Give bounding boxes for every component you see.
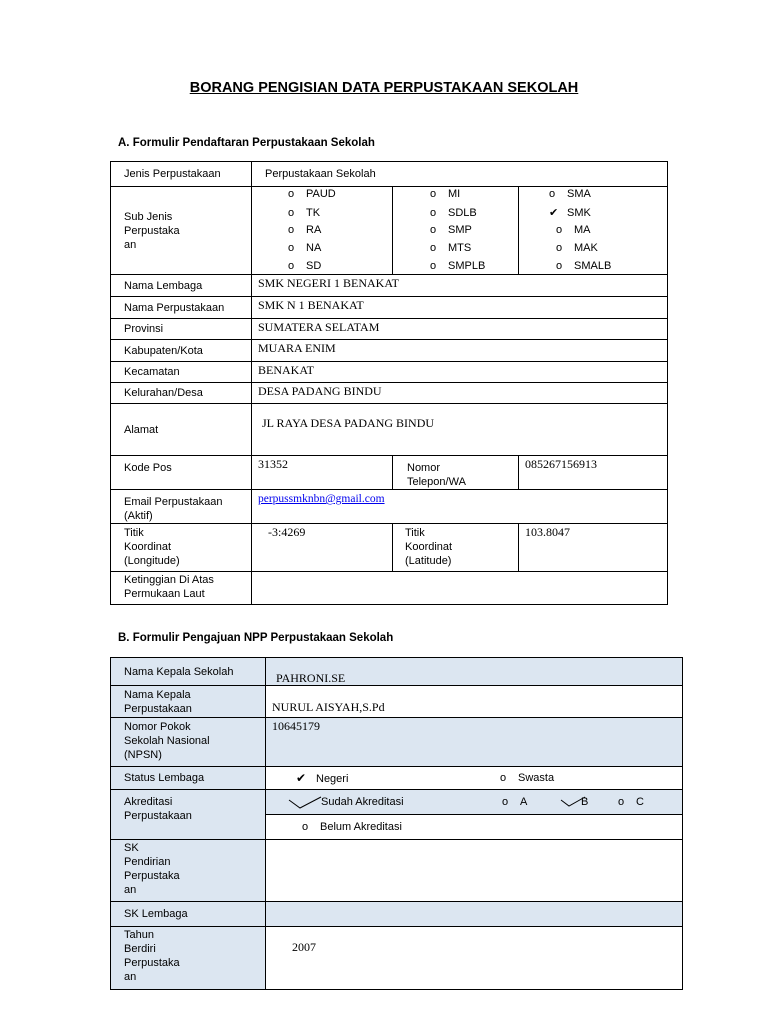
check-icon: ✔ — [549, 207, 559, 219]
alamat-label: Alamat — [111, 404, 252, 456]
tahun-label: Tahun Berdiri Perpustaka an — [111, 927, 266, 990]
tahun-field[interactable]: 2007 — [266, 927, 683, 990]
kepala-sekolah-label: Nama Kepala Sekolah — [111, 658, 266, 686]
sub-jenis-col1 — [252, 187, 393, 275]
option-sudah-akreditasi[interactable]: Sudah Akreditasi — [321, 796, 404, 808]
kepala-perpus-field[interactable]: NURUL AISYAH,S.Pd — [266, 686, 683, 718]
npsn-field[interactable]: 10645179 — [266, 718, 683, 767]
kode-pos-label: Kode Pos — [111, 456, 252, 490]
ketinggian-field[interactable] — [252, 572, 668, 605]
kabupaten-label: Kabupaten/Kota — [111, 340, 252, 362]
provinsi-label: Provinsi — [111, 319, 252, 340]
sub-jenis-label — [111, 187, 252, 275]
status-options — [266, 767, 683, 790]
longitude-field[interactable]: -3:4269 — [252, 524, 393, 572]
jenis-value: Perpustakaan Sekolah — [252, 162, 668, 187]
nama-perpus-field[interactable]: SMK N 1 BENAKAT — [252, 297, 668, 319]
kecamatan-label: Kecamatan — [111, 362, 252, 383]
telepon-field[interactable]: 085267156913 — [519, 456, 668, 490]
latitude-field[interactable]: 103.8047 — [519, 524, 668, 572]
status-label: Status Lembaga — [111, 767, 266, 790]
option-smk-checked[interactable]: ✔ SMK — [549, 207, 591, 219]
kecamatan-field[interactable]: BENAKAT — [252, 362, 668, 383]
sub-jenis-col3 — [519, 187, 668, 275]
ketinggian-label: Ketinggian Di Atas Permukaan Laut — [111, 572, 252, 605]
option-ma[interactable]: o MA — [556, 224, 591, 236]
provinsi-field[interactable]: SUMATERA SELATAM — [252, 319, 668, 340]
email-link[interactable]: perpussmknbn@gmail.com — [258, 493, 385, 505]
npsn-label: Nomor Pokok Sekolah Nasional (NPSN) — [111, 718, 266, 767]
nama-lembaga-label: Nama Lembaga — [111, 275, 252, 297]
nama-lembaga-field[interactable]: SMK NEGERI 1 BENAKAT — [252, 275, 668, 297]
option-sma[interactable]: o SMA — [549, 188, 591, 200]
sub-jenis-label-2: Perpustaka — [124, 224, 180, 237]
option-tk[interactable]: o TK — [288, 207, 321, 219]
jenis-label: Jenis Perpustakaan — [111, 162, 252, 187]
sk-lembaga-field[interactable] — [266, 902, 683, 927]
page-title: BORANG PENGISIAN DATA PERPUSTAKAAN SEKOLAH — [189, 80, 579, 96]
option-smplb[interactable]: o SMPLB — [430, 260, 486, 272]
form-b-table — [110, 657, 683, 990]
latitude-label: Titik Koordinat (Latitude) — [393, 524, 519, 572]
option-mts[interactable]: o MTS — [430, 242, 472, 254]
option-ra[interactable]: o RA — [288, 224, 322, 236]
option-negeri-checked[interactable]: ✔ Negeri — [296, 771, 349, 785]
option-grade-a[interactable]: o A — [502, 796, 528, 808]
option-sdlb[interactable]: o SDLB — [430, 207, 477, 219]
email-field[interactable] — [252, 490, 668, 524]
alamat-field[interactable]: JL RAYA DESA PADANG BINDU — [252, 404, 668, 456]
akreditasi-label: Akreditasi Perpustakaan — [111, 790, 266, 840]
option-paud[interactable]: o PAUD — [288, 188, 336, 200]
section-b-heading: B. Formulir Pengajuan NPP Perpustakaan Sekolah — [118, 632, 394, 644]
sub-jenis-col2 — [393, 187, 519, 275]
option-smalb[interactable]: o SMALB — [556, 260, 612, 272]
sk-lembaga-label: SK Lembaga — [111, 902, 266, 927]
option-swasta[interactable]: o Swasta — [500, 772, 555, 784]
sk-pendirian-label: SK Pendirian Perpustaka an — [111, 840, 266, 902]
option-mi[interactable]: o MI — [430, 188, 461, 200]
kepala-perpus-label: Nama Kepala Perpustakaan — [111, 686, 266, 718]
kelurahan-label: Kelurahan/Desa — [111, 383, 252, 404]
option-smp[interactable]: o SMP — [430, 224, 472, 236]
checkmark-scribble-icon — [288, 796, 322, 810]
longitude-label: Titik Koordinat (Longitude) — [111, 524, 252, 572]
kabupaten-field[interactable]: MUARA ENIM — [252, 340, 668, 362]
kepala-sekolah-field[interactable]: PAHRONI.SE — [266, 658, 683, 686]
section-a-heading: A. Formulir Pendaftaran Perpustakaan Sekolah — [118, 137, 375, 149]
option-mak[interactable]: o MAK — [556, 242, 598, 254]
akreditasi-belum-row — [266, 815, 683, 840]
nama-perpus-label: Nama Perpustakaan — [111, 297, 252, 319]
sk-pendirian-field[interactable] — [266, 840, 683, 902]
kelurahan-field[interactable]: DESA PADANG BINDU — [252, 383, 668, 404]
kode-pos-field[interactable]: 31352 — [252, 456, 393, 490]
telepon-label: Nomor Telepon/WA — [393, 456, 519, 490]
check-icon: ✔ — [296, 771, 307, 785]
form-a-table — [110, 161, 668, 605]
akreditasi-sudah-row — [266, 790, 683, 815]
sub-jenis-label-3: an — [124, 238, 137, 251]
email-label: Email Perpustakaan (Aktif) — [111, 490, 252, 524]
option-sd[interactable]: o SD — [288, 260, 322, 272]
option-belum-akreditasi[interactable]: o Belum Akreditasi — [302, 821, 402, 833]
sub-jenis-label-1: Sub Jenis — [124, 210, 173, 223]
option-grade-c[interactable]: o C — [618, 796, 644, 808]
option-na[interactable]: o NA — [288, 242, 322, 254]
option-grade-b-checked[interactable]: B — [581, 796, 589, 808]
